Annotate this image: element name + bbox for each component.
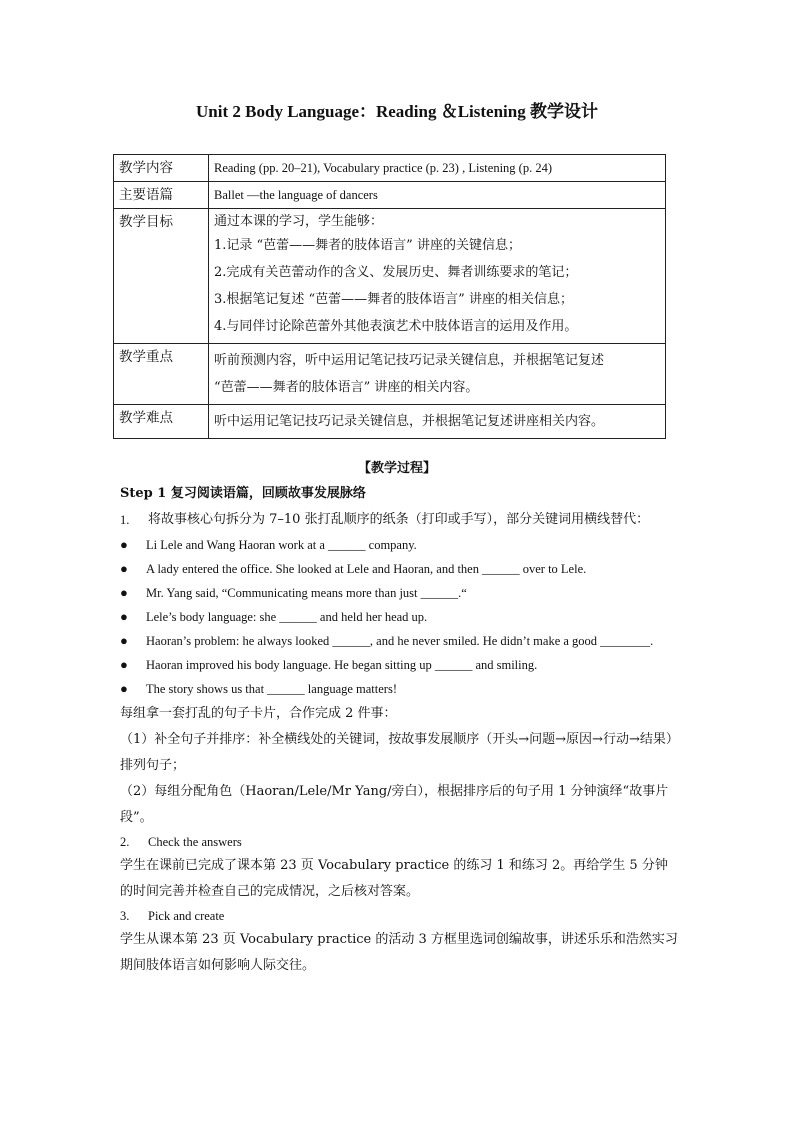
item-text: 将故事核心句拆分为 7–10 张打乱顺序的纸条（打印或手写），部分关键词用横线替代：	[148, 512, 650, 527]
bullet-icon: ●	[120, 561, 128, 576]
row-content	[209, 405, 666, 439]
document-title: Unit 2 Body Language：Reading ＆Listening 教学设计	[196, 102, 598, 121]
content-line: 1.记录 “芭蕾——舞者的肢体语言” 讲座的关键信息；	[214, 238, 521, 253]
list-item	[120, 677, 680, 701]
item-text: Pick and create	[148, 909, 225, 923]
paragraph: 学生从课本第 23 页 Vocabulary practice 的活动 3 方框里选词创编故事，讲述乐乐和浩然实习期间肢体语言如何影响人际交往。	[120, 932, 678, 973]
content-line: 2.完成有关芭蕾动作的含义、发展历史、舞者训练要求的笔记；	[214, 265, 578, 280]
sentence-card-list	[120, 533, 680, 701]
bullet-icon: ●	[120, 537, 128, 552]
item-text: Check the answers	[148, 835, 242, 849]
table-row	[114, 209, 666, 344]
row-label: 教学目标	[114, 209, 209, 344]
content-line: “芭蕾——舞者的肢体语言” 讲座的相关内容。	[214, 380, 479, 395]
paragraph: （2）每组分配角色（Haoran/Lele/Mr Yang/旁白），根据排序后的句子用 1 分钟演绎“故事片段”。	[120, 784, 669, 825]
lesson-info-table	[113, 154, 666, 439]
numbered-item	[120, 905, 680, 927]
list-item-text: Haoran’s problem: he always looked ______, and he never smiled. He didn’t make a good ________.	[146, 634, 654, 648]
row-content	[209, 209, 666, 344]
item-number: 3.	[120, 909, 130, 923]
bullet-icon: ●	[120, 609, 128, 624]
bullet-icon: ●	[120, 681, 128, 696]
row-label: 教学重点	[114, 344, 209, 405]
content-line: 听中运用记笔记技巧记录关键信息，并根据笔记复述讲座相关内容。	[214, 414, 605, 429]
content-line: 听前预测内容，听中运用记笔记技巧记录关键信息，并根据笔记复述	[214, 353, 605, 368]
content-line: 通过本课的学习，学生能够：	[214, 214, 384, 229]
list-item	[120, 605, 680, 629]
numbered-item	[120, 509, 680, 531]
bullet-icon: ●	[120, 585, 128, 600]
list-item-text: Lele’s body language: she ______ and held her head up.	[146, 610, 428, 624]
row-label: 教学难点	[114, 405, 209, 439]
bullet-icon: ●	[120, 657, 128, 672]
teaching-process	[120, 483, 680, 979]
content-line: Ballet —the language of dancers	[214, 188, 378, 202]
item-number: 2.	[120, 835, 130, 849]
paragraph: 每组拿一套打乱的句子卡片，合作完成 2 件事：	[120, 706, 397, 721]
bullet-icon: ●	[120, 633, 128, 648]
table-row	[114, 182, 666, 209]
section-heading: 【教学过程】	[357, 461, 436, 476]
table-row	[114, 344, 666, 405]
item-number: 1.	[120, 513, 130, 527]
list-item	[120, 581, 680, 605]
content-line: Reading (pp. 20–21), Vocabulary practice (p. 23) , Listening (p. 24)	[214, 161, 552, 175]
row-content	[209, 344, 666, 405]
table-row	[114, 405, 666, 439]
table-row	[114, 155, 666, 182]
list-item	[120, 629, 680, 653]
row-label: 教学内容	[114, 155, 209, 182]
row-content	[209, 182, 666, 209]
list-item	[120, 653, 680, 677]
row-content	[209, 155, 666, 182]
list-item	[120, 533, 680, 557]
content-line: 3.根据笔记复述 “芭蕾——舞者的肢体语言” 讲座的相关信息；	[214, 292, 573, 307]
list-item-text: The story shows us that ______ language matters!	[146, 682, 397, 696]
step-title: Step 1 复习阅读语篇，回顾故事发展脉络	[120, 486, 366, 501]
content-line: 4.与同伴讨论除芭蕾外其他表演艺术中肢体语言的运用及作用。	[214, 319, 578, 334]
list-item	[120, 557, 680, 581]
list-item-text: Haoran improved his body language. He began sitting up ______ and smiling.	[146, 658, 538, 672]
row-label: 主要语篇	[114, 182, 209, 209]
list-item-text: Li Lele and Wang Haoran work at a ______ company.	[146, 538, 417, 552]
paragraph: 学生在课前已完成了课本第 23 页 Vocabulary practice 的练习 1 和练习 2。再给学生 5 分钟的时间完善并检查自己的完成情况，之后核对答案。	[120, 858, 668, 899]
list-item-text: Mr. Yang said, “Communicating means more than just ______.“	[146, 586, 467, 600]
paragraph: （1）补全句子并排序：补全横线处的关键词，按故事发展顺序（开头→问题→原因→行动→结果）排列句子；	[120, 732, 679, 773]
numbered-item	[120, 831, 680, 853]
list-item-text: A lady entered the office. She looked at Lele and Haoran, and then ______ over to Lele.	[146, 562, 587, 576]
